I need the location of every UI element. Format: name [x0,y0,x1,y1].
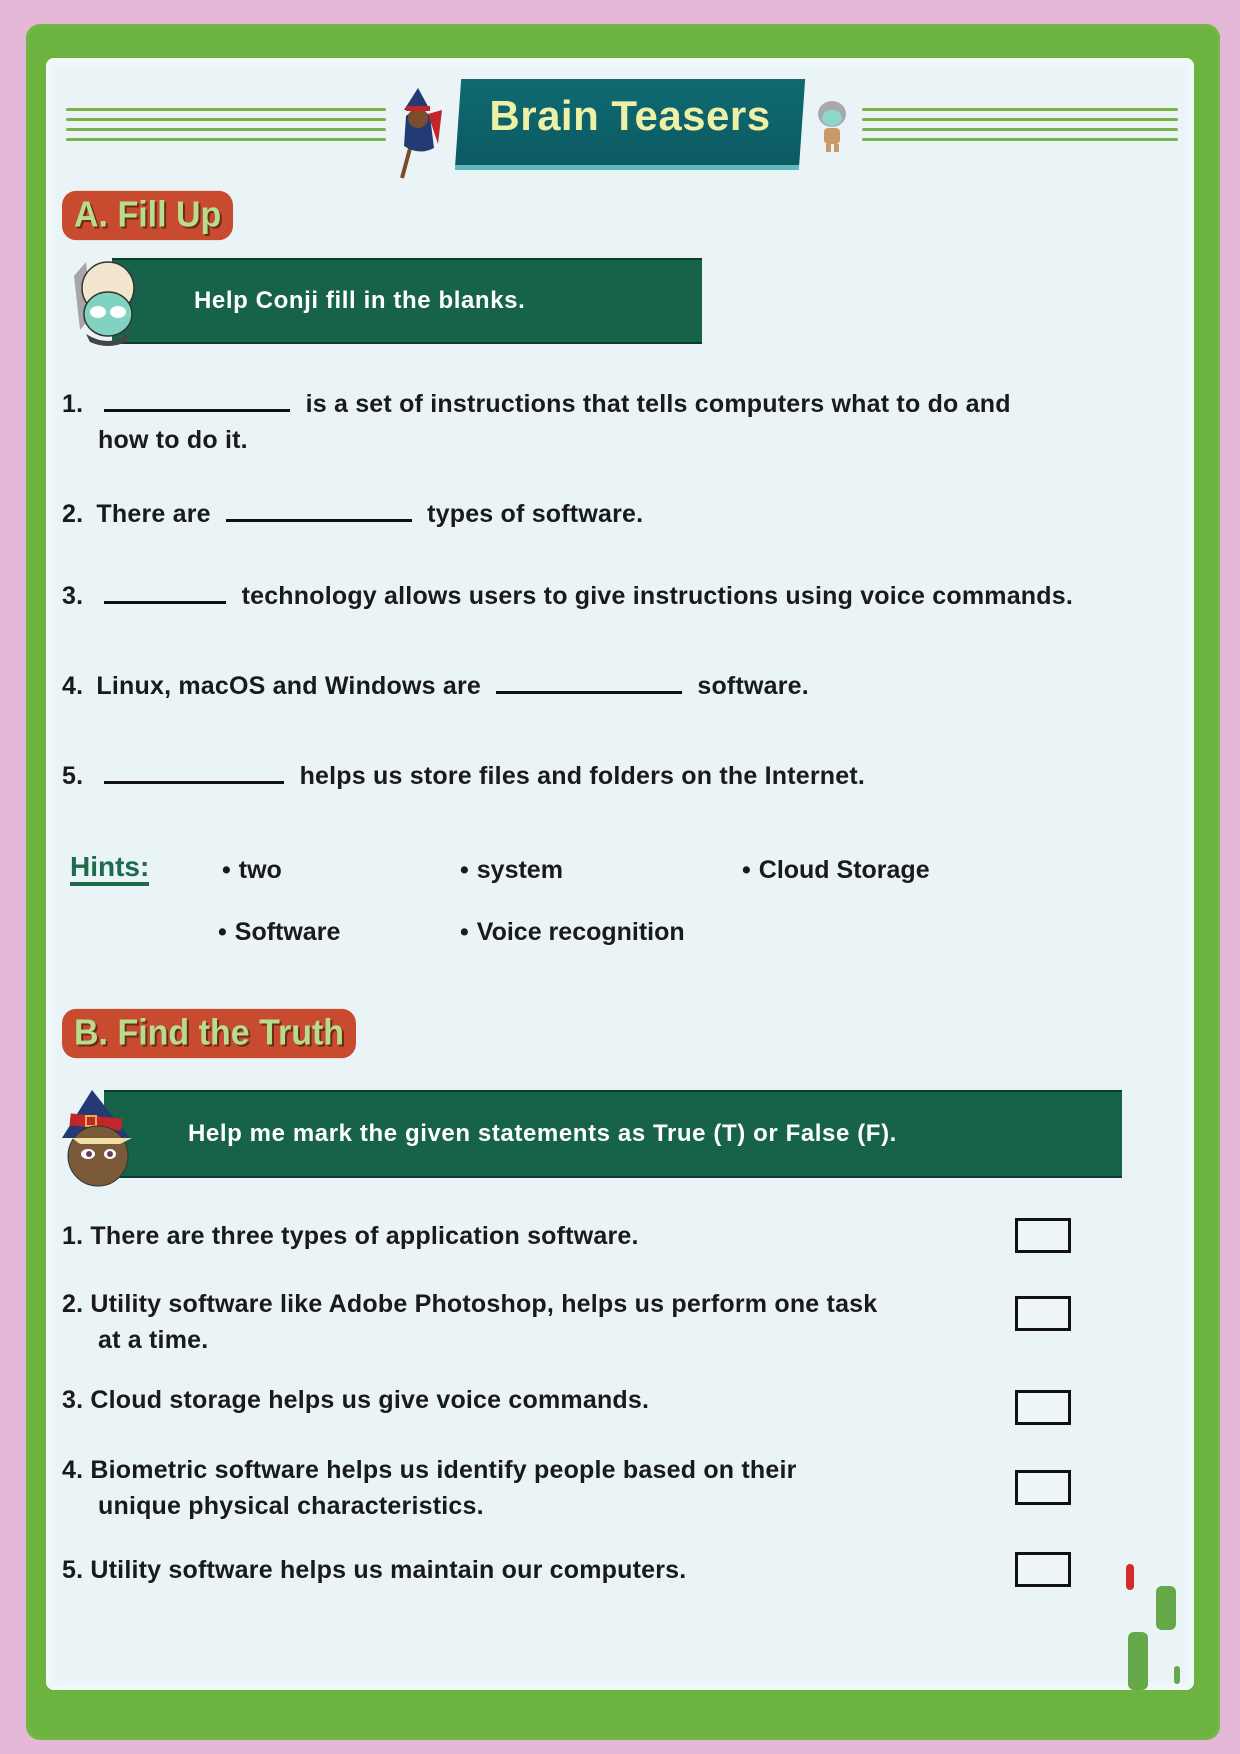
decorative-lines-right [862,108,1178,144]
statement-text: 5. Utility software helps us maintain our computers. [62,1556,687,1584]
answer-box-1[interactable] [1015,1218,1071,1253]
question-number: 1. [62,390,84,418]
question-text: helps us store files and folders on the Internet. [299,762,866,790]
truth-statement-1 [62,1218,639,1254]
answer-blank-2[interactable] [226,497,412,522]
decorative-stroke [1156,1586,1176,1630]
fill-question-2 [62,496,643,532]
truth-statement-2 [62,1286,877,1358]
question-text: technology allows users to give instructions using voice commands. [241,582,1073,610]
question-text: types of software. [427,500,644,528]
question-number: 2. [62,500,84,528]
section-b-instruction: Help me mark the given statements as True (T) or False (F). [188,1120,897,1147]
answer-blank-3[interactable] [104,579,226,604]
answer-box-2[interactable] [1015,1296,1071,1331]
decorative-stroke [1174,1666,1180,1684]
question-text: There are [96,500,211,528]
fill-question-4 [62,668,809,704]
question-text: Linux, macOS and Windows are [96,672,482,700]
section-b-heading: B. Find the Truth [62,1009,356,1058]
hint-item: • Software [218,918,340,947]
robot-conji-avatar-icon [66,256,152,348]
wizard-character-icon [394,86,444,181]
answer-box-4[interactable] [1015,1470,1071,1505]
hint-item: • Cloud Storage [742,856,930,885]
question-text-line2: how to do it. [98,426,248,454]
statement-text: 4. Biometric software helps us identify people based on their [62,1456,797,1484]
hint-item: • system [460,856,563,885]
section-a-heading: A. Fill Up [62,191,233,240]
fill-question-1 [62,386,1011,458]
robot-character-icon [812,98,852,154]
answer-box-3[interactable] [1015,1390,1071,1425]
question-text: software. [697,672,809,700]
truth-statement-3 [62,1382,649,1418]
hint-item: • Voice recognition [460,918,685,947]
answer-blank-5[interactable] [104,759,284,784]
truth-statement-4 [62,1452,797,1524]
hint-item: • two [222,856,282,885]
answer-box-5[interactable] [1015,1552,1071,1587]
truth-statement-5 [62,1552,686,1588]
decorative-stroke [1126,1564,1134,1590]
decorative-stroke [1128,1632,1148,1690]
statement-text-line2: at a time. [98,1326,209,1354]
statement-text-line2: unique physical characteristics. [98,1492,484,1520]
answer-blank-1[interactable] [104,387,290,412]
question-text: is a set of instructions that tells computers what to do and [305,390,1011,418]
hints-label: Hints: [70,852,149,886]
statement-text: 2. Utility software like Adobe Photoshop, helps us perform one task [62,1290,878,1318]
statement-text: 3. Cloud storage helps us give voice commands. [62,1386,650,1414]
section-a-instruction: Help Conji fill in the blanks. [194,287,526,314]
section-b-instruction-banner [104,1090,1122,1178]
fill-question-5 [62,758,865,794]
section-a-instruction-banner [112,258,702,344]
question-number: 4. [62,672,84,700]
question-number: 5. [62,762,84,790]
fill-question-3 [62,578,1073,614]
wizard-avatar-icon [58,1086,142,1190]
statement-text: 1. There are three types of application software. [62,1222,639,1250]
answer-blank-4[interactable] [496,669,682,694]
decorative-lines-left [66,108,386,144]
page-title: Brain Teasers [489,92,771,139]
question-number: 3. [62,582,84,610]
